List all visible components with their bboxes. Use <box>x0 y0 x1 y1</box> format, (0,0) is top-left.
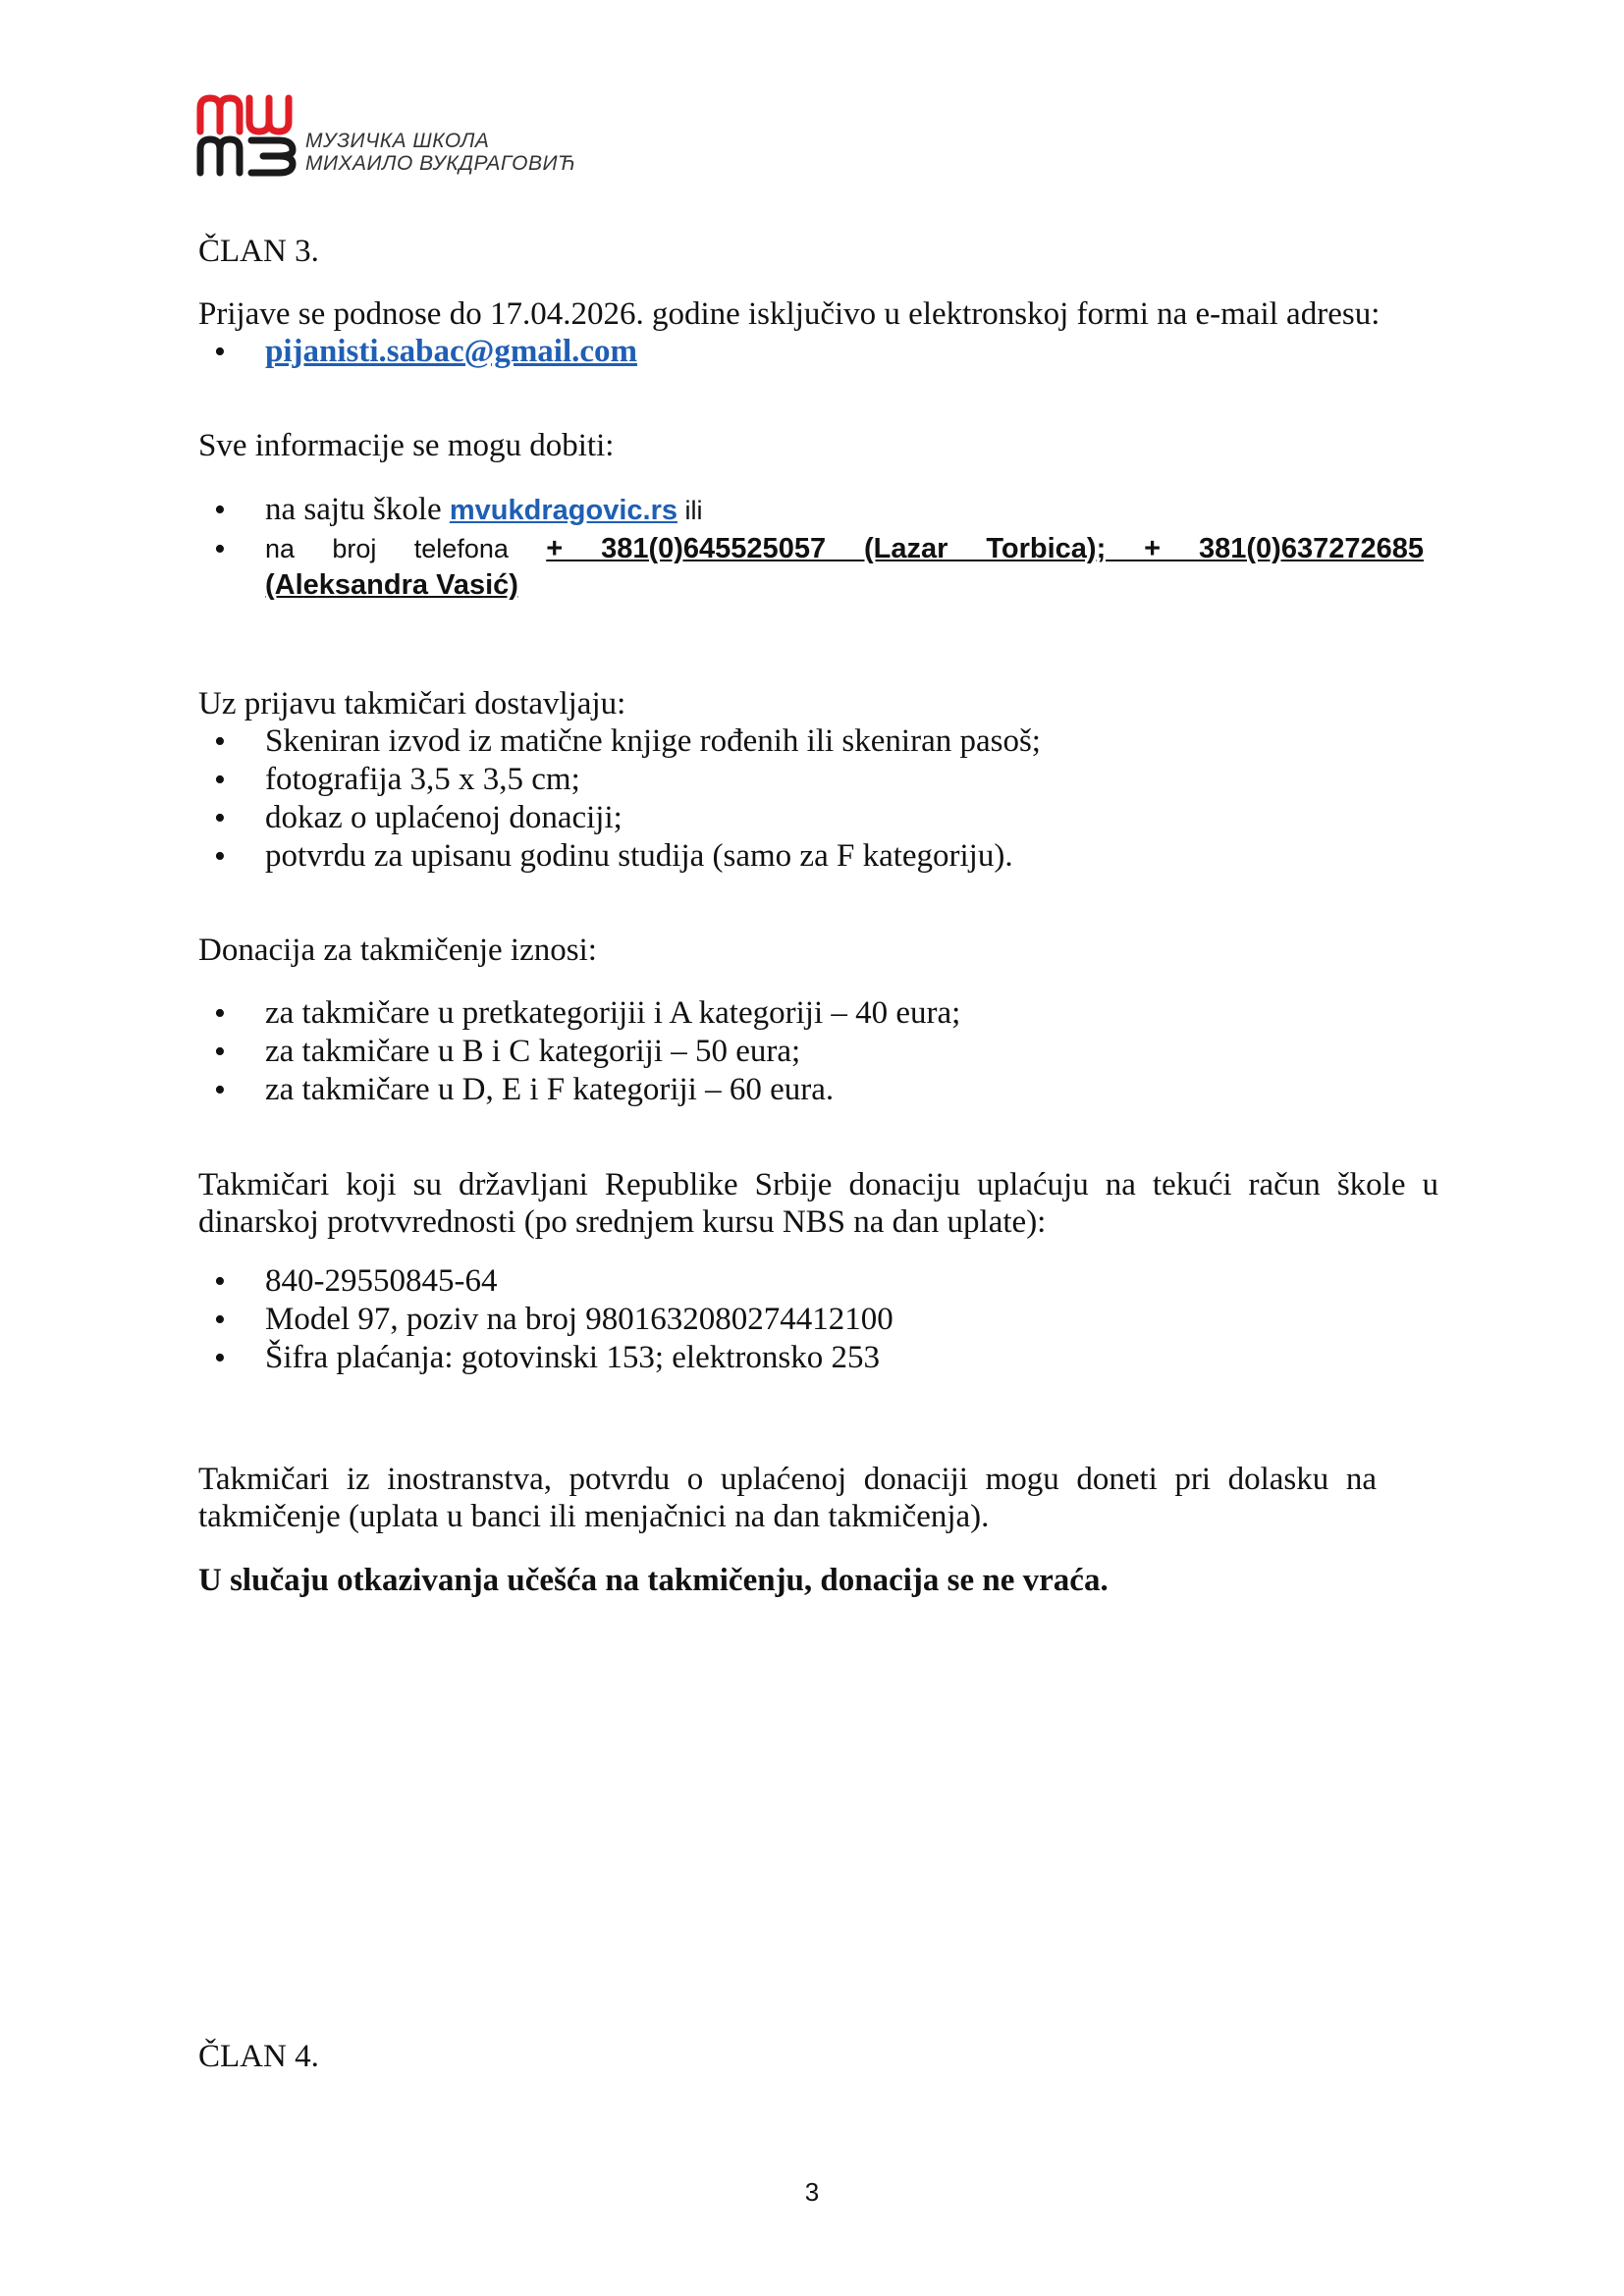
page-number: 3 <box>804 2177 820 2207</box>
list-item <box>265 530 1424 603</box>
site-link[interactable]: mvukdragovic.rs <box>449 495 677 526</box>
list-item: • 840-29550845-64 <box>265 1262 893 1301</box>
email-list <box>265 333 637 371</box>
school-logo <box>196 94 579 177</box>
info-list <box>265 491 1424 603</box>
site-prefix: na sajtu škole <box>265 492 450 527</box>
payment-list <box>265 1262 893 1377</box>
list-item: • potvrdu za upisanu godinu studija (samo za F kategoriju). <box>265 837 1041 876</box>
donation-list <box>265 994 960 1109</box>
refund-note: U slučaju otkazivanja učešća na takmičenju, donacija se ne vraća. <box>198 1563 1109 1598</box>
list-item: • Model 97, poziv na broj 9801632080274412100 <box>265 1301 893 1339</box>
list-item: • za takmičare u pretkategorijii i A kategoriji – 40 eura; <box>265 994 960 1033</box>
list-item: • za takmičare u D, E i F kategoriji – 60 eura. <box>265 1071 960 1109</box>
foreign-payment-text: Takmičari iz inostranstva, potvrdu o uplaćenoj donaciji mogu doneti pri dolasku na takmičenje (uplata u banci ili menjačnici na dan takmičenja). <box>198 1462 1377 1534</box>
list-item: • Skeniran izvod iz matične knjige rođenih ili skeniran pasoš; <box>265 722 1041 761</box>
email-link[interactable]: pijanisti.sabac@gmail.com <box>265 334 638 369</box>
list-item: • Šifra plaćanja: gotovinski 153; elektronsko 253 <box>265 1339 893 1377</box>
list-item <box>265 333 637 371</box>
phone-prefix: na broj telefona <box>265 534 547 563</box>
list-item: • fotografija 3,5 x 3,5 cm; <box>265 761 1041 799</box>
phone-numbers: + 381(0)645525057 (Lazar Torbica); + 381(0)637272685 <box>546 533 1424 564</box>
list-item: • za takmičare u B i C kategoriji – 50 eura; <box>265 1033 960 1071</box>
site-suffix: ili <box>677 496 703 525</box>
school-name-line1: МУЗИЧКА ШКОЛА <box>305 130 490 152</box>
domestic-payment-text: Takmičari koji su državljani Republike Srbije donaciju uplaćuju na tekući račun škole u dinarskoj protvvrednosti (po srednjem kursu NBS na dan uplate): <box>198 1167 1438 1240</box>
school-monogram-icon <box>196 94 304 177</box>
submission-text: Prijave se podnose do 17.04.2026. godine isključivo u elektronskoj formi na e-mail adresu: <box>198 296 1380 332</box>
school-name <box>305 130 575 175</box>
clan4-heading: ČLAN 4. <box>198 2039 319 2074</box>
docs-list <box>265 722 1041 876</box>
phone-line <box>265 530 1424 567</box>
phone-name2: (Aleksandra Vasić) <box>265 569 518 601</box>
clan3-heading: ČLAN 3. <box>198 234 319 269</box>
info-heading: Sve informacije se mogu dobiti: <box>198 428 615 463</box>
donation-heading: Donacija za takmičenje iznosi: <box>198 933 597 968</box>
list-item: • dokaz o uplaćenoj donaciji; <box>265 799 1041 837</box>
school-name-line2: МИХАИЛО ВУКДРАГОВИЋ <box>305 152 576 175</box>
list-item <box>265 491 1424 530</box>
docs-heading: Uz prijavu takmičari dostavljaju: <box>198 686 626 721</box>
